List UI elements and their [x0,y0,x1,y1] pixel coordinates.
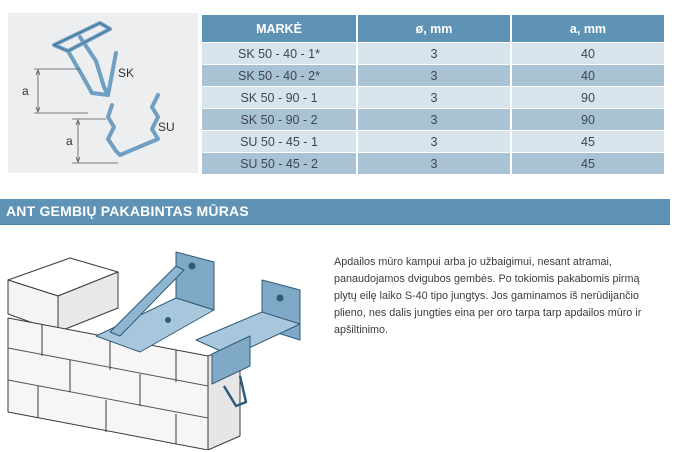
cell-diameter: 3 [356,131,510,152]
cell-a: 90 [510,109,664,130]
cell-a: 45 [510,131,664,152]
sk-dimension [34,69,88,113]
cell-a: 40 [510,65,664,86]
cell-marke: SK 50 - 90 - 1 [202,87,356,108]
su-dim-label: a [66,134,73,148]
cell-marke: SU 50 - 45 - 1 [202,131,356,152]
table-row [202,153,664,174]
table-row [202,65,664,86]
sk-dim-label: a [22,84,29,98]
header-diameter: ø, mm [356,15,510,42]
section-header [0,199,670,225]
cell-marke: SU 50 - 45 - 2 [202,153,356,174]
header-a: a, mm [510,15,664,42]
table-header-row [202,15,664,42]
table-row [202,87,664,108]
table-row [202,43,664,64]
cell-diameter: 3 [356,87,510,108]
su-label: SU [158,120,175,134]
cell-a: 40 [510,43,664,64]
table-row [202,131,664,152]
anchor-illustration [8,13,198,173]
cell-marke: SK 50 - 40 - 1* [202,43,356,64]
cell-diameter: 3 [356,43,510,64]
cell-a: 90 [510,87,664,108]
cell-diameter: 3 [356,65,510,86]
su-anchor-shape [108,95,158,155]
header-marke: MARKĖ [202,15,356,42]
cell-diameter: 3 [356,109,510,130]
cell-marke: SK 50 - 90 - 2 [202,109,356,130]
table-row [202,109,664,130]
section-title: ANT GEMBIŲ PAKABINTAS MŪRAS [6,203,249,219]
anchor-spec-table [202,14,664,175]
cell-a: 45 [510,153,664,174]
cell-marke: SK 50 - 40 - 2* [202,65,356,86]
sk-anchor-shape [54,23,116,95]
sk-label: SK [118,66,135,80]
cell-diameter: 3 [356,153,510,174]
anchor-drawing [8,13,198,173]
description-text: Apdailos mūro kampui arba jo užbaigimui, nesant atramai, panaudojamos dvigubos gembės. Po tokiomis pakabomis pirmą plytų eilę laiko S-40 tipo jungtys. Jos gaminamos iš nerūdijančio plieno, nes dalis jungties eina per oro tarpa tarp apdailos mūro ir apšiltinimo. [334,256,642,336]
wall-bracket-illustration [0,236,330,450]
